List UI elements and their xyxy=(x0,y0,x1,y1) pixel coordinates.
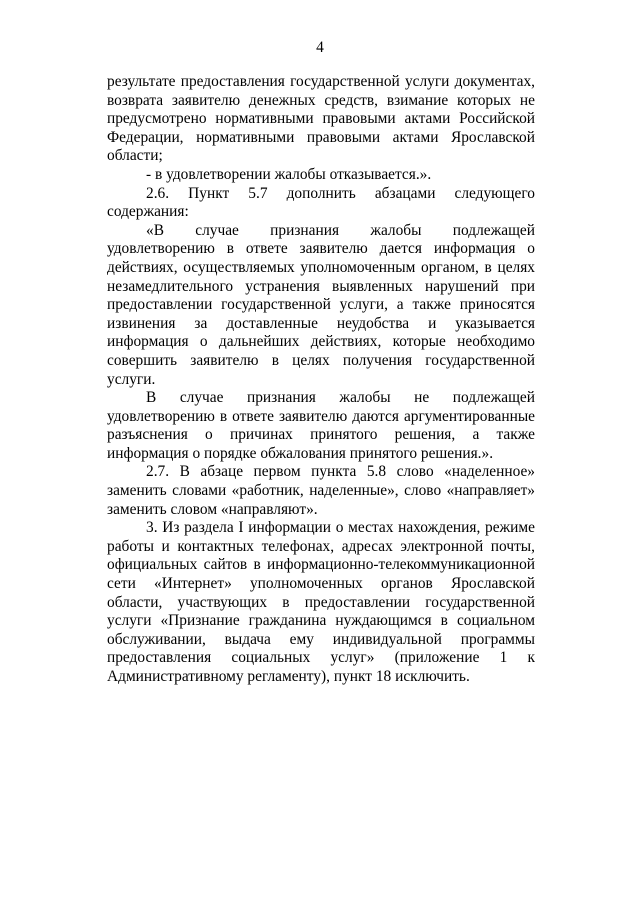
paragraph-complaint-rejected: В случае признания жалобы не подлежащей удовлетворению в ответе заявителю даются аргументированные разъяснения о причинах принятого решения, а также информация о порядке обжалования принятого решения.». xyxy=(107,389,535,462)
document-body xyxy=(107,73,535,687)
paragraph-item-2-7: 2.7. В абзаце первом пункта 5.8 слово «наделенное» заменить словами «работник, наделенные», слово «направляет» заменить словом «направляют». xyxy=(107,463,535,518)
paragraph-continuation: результате предоставления государственной услуги документах, возврата заявителю денежных средств, взимание которых не предусмотрено нормативными правовыми актами Российской Федерации, нормативными правовыми актами Ярославской области; xyxy=(107,73,535,165)
paragraph-complaint-satisfied: «В случае признания жалобы подлежащей удовлетворению в ответе заявителю дается информация о действиях, осуществляемых уполномоченным органом, в целях незамедлительного устранения выявленных нарушений при предоставлении государственной услуги, а также приносятся извинения за доставленные неудобства и указывается информация о дальнейших действиях, которые необходимо совершить заявителю в целях получения государственной услуги. xyxy=(107,221,535,388)
paragraph-item-2-6: 2.6. Пункт 5.7 дополнить абзацами следующего содержания: xyxy=(107,184,535,221)
paragraph-item-3: 3. Из раздела I информации о местах нахождения, режиме работы и контактных телефонах, адресах электронной почты, официальных сайтов в информационно-телекоммуникационной сети «Интернет» уполномоченных органов Ярославской области, участвующих в предоставлении государственной услуги «Признание гражданина нуждающимся в социальном обслуживании, выдача ему индивидуальной программы предоставления социальных услуг» (приложение 1 к Административному регламенту), пункт 18 исключить. xyxy=(107,519,535,685)
paragraph-refusal-clause: - в удовлетворении жалобы отказывается.». xyxy=(146,165,432,183)
page-number: 4 xyxy=(316,39,324,56)
